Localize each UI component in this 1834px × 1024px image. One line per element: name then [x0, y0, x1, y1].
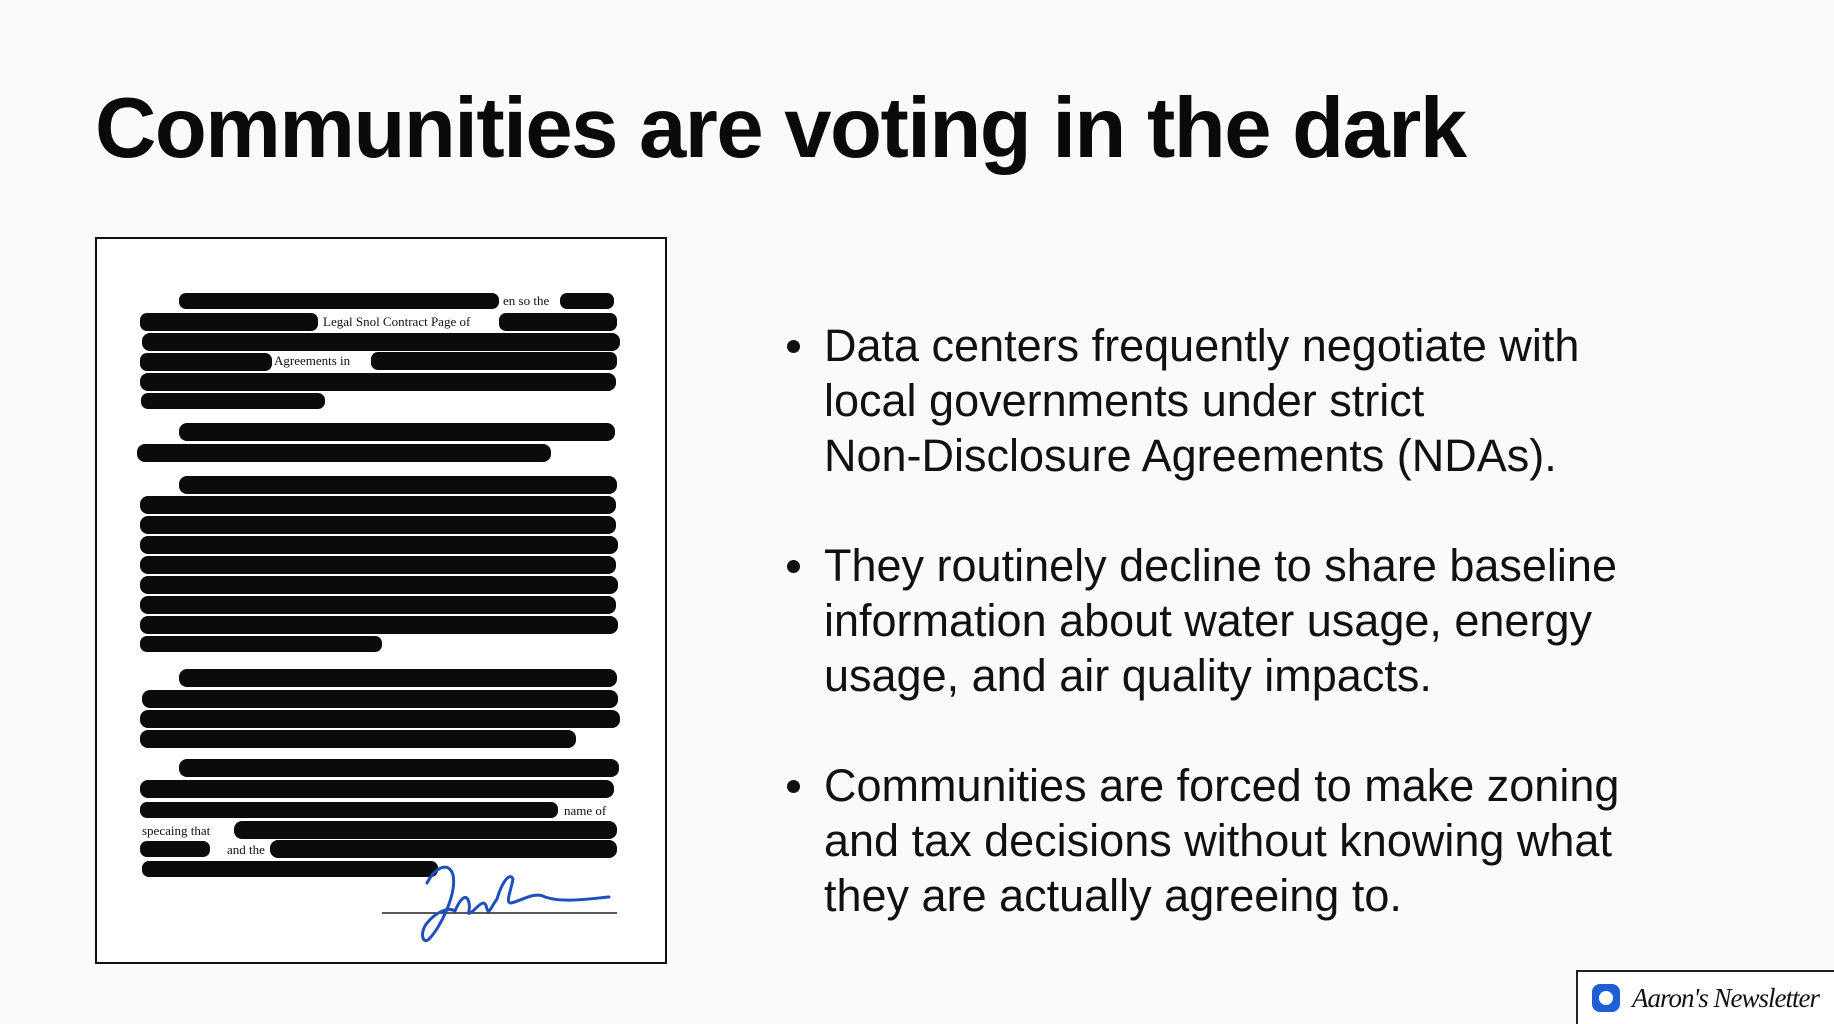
- redaction-bar: [270, 840, 617, 858]
- redaction-bar: [140, 373, 616, 391]
- redaction-bars: [137, 293, 620, 877]
- redaction-bar: [141, 393, 325, 409]
- doc-snippet: Legal Snol Contract Page of: [323, 314, 471, 329]
- bullet-line: they are actually agreeing to.: [824, 870, 1402, 921]
- bullet-line: usage, and air quality impacts.: [824, 650, 1432, 701]
- bullet-line: Non-Disclosure Agreements (NDAs).: [824, 430, 1557, 481]
- redaction-bar: [140, 353, 272, 371]
- bullet-item: [782, 318, 1782, 483]
- redaction-bar: [140, 710, 620, 728]
- redaction-bar: [140, 616, 618, 634]
- redaction-bar: [140, 536, 618, 554]
- bullet-line: local governments under strict: [824, 375, 1425, 426]
- bullet-item: [782, 758, 1782, 923]
- redaction-bar: [140, 802, 558, 818]
- redaction-bar: [140, 516, 616, 534]
- doc-snippet: name of: [564, 803, 607, 818]
- bullet-dot-icon: [787, 560, 800, 573]
- doc-snippet: Agreements in: [274, 353, 351, 368]
- redaction-bar: [137, 444, 551, 462]
- redaction-bar: [179, 669, 617, 687]
- redacted-document-image: [95, 237, 667, 964]
- bullet-item: [782, 538, 1782, 703]
- redaction-bar: [142, 690, 618, 708]
- redaction-bar: [234, 821, 617, 839]
- redaction-bar: [179, 293, 499, 309]
- redaction-bar: [140, 596, 616, 614]
- doc-snippet: en so the: [503, 293, 550, 308]
- bullet-dot-icon: [787, 340, 800, 353]
- newsletter-name: Aaron's Newsletter: [1632, 982, 1820, 1013]
- redaction-bar: [140, 496, 616, 514]
- redaction-bar: [140, 636, 382, 652]
- bullet-dot-icon: [787, 780, 800, 793]
- redaction-bar: [140, 780, 614, 798]
- bullet-line: Data centers frequently negotiate with: [824, 320, 1580, 371]
- redacted-document-svg: [97, 239, 667, 964]
- newsletter-badge[interactable]: [1576, 970, 1834, 1024]
- redaction-bar: [179, 759, 619, 777]
- redaction-bar: [140, 730, 576, 748]
- newsletter-logo-icon: [1592, 984, 1620, 1012]
- redaction-bar: [371, 352, 617, 370]
- slide-title: Communities are voting in the dark: [95, 81, 1466, 176]
- redaction-bar: [179, 423, 615, 441]
- redaction-bar: [140, 576, 618, 594]
- redaction-bar: [179, 476, 617, 494]
- redaction-bar: [140, 313, 318, 331]
- redaction-bar: [140, 556, 616, 574]
- bullet-line: and tax decisions without knowing what: [824, 815, 1612, 866]
- redaction-bar: [142, 333, 620, 351]
- bullet-line: information about water usage, energy: [824, 595, 1592, 646]
- bullet-line: Communities are forced to make zoning: [824, 760, 1620, 811]
- redaction-bar: [140, 841, 210, 857]
- redaction-bar: [142, 861, 438, 877]
- redaction-bar: [560, 293, 614, 309]
- handwritten-signature: [423, 867, 609, 940]
- doc-snippet: specaing that: [142, 823, 211, 838]
- bullet-line: They routinely decline to share baseline: [824, 540, 1617, 591]
- bullet-list: [782, 318, 1782, 978]
- redaction-bar: [499, 313, 617, 331]
- doc-snippet: and the: [227, 842, 265, 857]
